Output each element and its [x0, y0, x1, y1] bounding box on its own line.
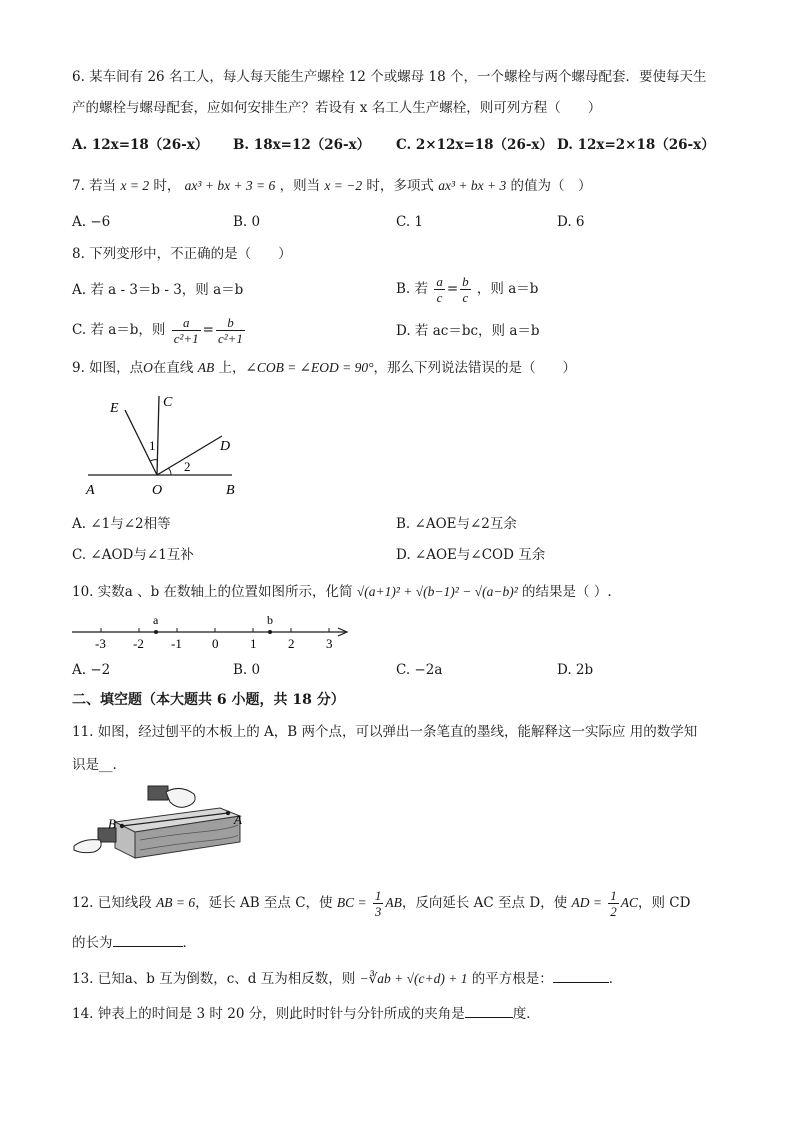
q10-number-line: [70, 612, 355, 652]
q10-point-b: [268, 630, 272, 634]
q11-hand-upper: [148, 786, 168, 800]
q7-text-d: 时，多项式: [366, 178, 434, 194]
q11-hand-fingers: [166, 788, 195, 807]
q13-text-end: ．: [608, 971, 623, 987]
q8-option-b-prefix: B. 若: [396, 281, 429, 297]
q7-condition1: x = 2: [120, 178, 150, 193]
q9-stem: [72, 358, 576, 378]
q10-label-a: a: [153, 613, 159, 627]
q8-option-c-frac2: $\frac{b}{\text{c²+1}}$: [217, 315, 243, 346]
q11-label-a: A: [234, 812, 242, 827]
q9-ray-oc: [157, 396, 159, 475]
q9-condition: ∠COB = ∠EOD = 90°: [245, 360, 374, 375]
q7-stem: [72, 176, 592, 196]
q8-option-c-frac1: $\frac{a}{\text{c²+1}}$: [173, 315, 199, 346]
q9-label-angle2: 2: [184, 459, 191, 474]
q12-text-2: ，延长 AB 至点 C，使: [195, 895, 333, 911]
q10-option-c: C. −2a: [396, 662, 443, 678]
q9-label-a: A: [86, 483, 95, 498]
section-2-heading: 二、填空题（本大题共 6 小题，共 18 分）: [72, 692, 345, 708]
q9-angle2-arc: [168, 468, 171, 475]
q10-text-a: 10. 实数a 、b 在数轴上的位置如图所示，化简: [72, 584, 353, 600]
q11-stem-line1: 11. 如图，经过刨平的木板上的 A，B 两个点，可以弹出一条笔直的墨线，能解释这一实际应 用的数学知: [72, 724, 698, 740]
q11-label-b: B: [108, 816, 116, 831]
q9-label-d: D: [220, 439, 231, 454]
q11-wood-board-illustration: [70, 780, 250, 865]
q7-option-c: C. 1: [396, 214, 424, 230]
q13-stem: [72, 968, 622, 989]
q7-polynomial: ax³ + bx + 3: [438, 178, 507, 193]
q8-option-c: C. 若 a＝b，则 $\frac{a}{\text{c²+1}}$ = $\frac{b}{\text{c²+1}}$: [72, 315, 243, 346]
q9-point-o: O: [143, 360, 153, 375]
q10-text-b: 的结果是（ ）.: [522, 584, 612, 600]
q9-text-c: 上，: [218, 360, 246, 376]
q11-stem-line2: 识是__.: [72, 757, 117, 773]
q12-stem-line1: [72, 885, 690, 921]
q11-point-a: [226, 811, 230, 815]
q9-text-b: 在直线: [152, 360, 194, 376]
q10-expression: √(a+1)² + √(b−1)² − √(a−b)²: [356, 584, 518, 599]
q10-tick-label: 2: [288, 636, 295, 651]
q14-text-1: 14. 钟表上的时间是 3 时 20 分，则此时时针与分针所成的夹角是: [72, 1006, 465, 1022]
q12-ac-ref: AC: [620, 895, 639, 910]
q9-option-c: C. ∠AOD与∠1互补: [72, 547, 194, 563]
q11-hand-left: [74, 840, 101, 853]
q9-option-b: B. ∠AOE与∠2互余: [396, 516, 517, 532]
q12-ab-length: AB = 6: [156, 895, 196, 910]
q6-option-a: A. 12x=18（26-x）: [72, 137, 209, 153]
q8-option-b-suffix: ，则 a＝b: [476, 281, 539, 297]
q10-tick-label: 3: [326, 636, 333, 651]
q7-option-a: A. −6: [72, 214, 111, 230]
q12-frac-one-half: $\frac{1}{2}$: [610, 888, 617, 919]
q12-text-4: ，反向延长 AC 至点 D，使: [401, 895, 568, 911]
q8-option-a: A. 若 a - 3＝b - 3，则 a＝b: [72, 282, 244, 298]
q14-answer-blank[interactable]: [465, 1003, 513, 1018]
q10-tick-label: -3: [95, 636, 106, 651]
q13-text-2: 的平方根是：: [471, 971, 553, 987]
q8-stem: 8. 下列变形中，不正确的是（ ）: [72, 246, 292, 262]
q13-text-1: 13. 已知a、b 互为倒数，c、d 互为相反数，则: [72, 971, 356, 987]
q8-option-d: D. 若 ac＝bc，则 a＝b: [396, 323, 540, 339]
q10-tick-label: -1: [171, 636, 182, 651]
q8-option-b: B. 若 $\frac{a}{c}$ = $\frac{b}{c}$ ，则 a＝b: [396, 274, 539, 305]
q12-stem-line2: [72, 932, 196, 953]
q13-expression: −∛ab + √(c+d) + 1: [359, 971, 468, 986]
q7-condition2: x = −2: [324, 178, 363, 193]
q6-option-b: B. 18x=12（26-x）: [233, 137, 371, 153]
q13-answer-blank[interactable]: [553, 968, 609, 983]
q10-option-d: D. 2b: [557, 662, 594, 678]
q9-label-e: E: [110, 401, 119, 416]
q10-tick-label: 0: [212, 636, 219, 651]
q10-tick-label: 1: [250, 636, 257, 651]
q8-option-b-frac1: $\frac{a}{c}$: [436, 274, 443, 305]
q14-stem: [72, 1003, 540, 1024]
q10-label-b: b: [267, 613, 273, 627]
q9-text-d: ，那么下列说法错误的是（ ）: [373, 360, 577, 376]
q14-text-end: 度．: [512, 1006, 540, 1022]
q10-tick-label: -2: [133, 636, 144, 651]
q10-option-a: A. −2: [72, 662, 111, 678]
q7-option-d: D. 6: [557, 214, 585, 230]
q9-label-o: O: [152, 483, 163, 498]
q10-option-b: B. 0: [233, 662, 261, 678]
q6-stem-line2: 产的螺栓与螺母配套，应如何安排生产？若设有 x 名工人生产螺栓，则可列方程（ ）: [72, 100, 602, 116]
q9-line-ab: AB: [197, 360, 215, 375]
q9-angle-figure: [80, 390, 250, 500]
q12-ab-ref: AB: [385, 895, 402, 910]
q12-text-1: 12. 已知线段: [72, 895, 152, 911]
q9-option-a: A. ∠1与∠2相等: [72, 516, 171, 532]
q7-text-b: 时，: [153, 178, 181, 194]
q9-text-a: 9. 如图，点: [72, 360, 144, 376]
q12-answer-blank[interactable]: [113, 932, 183, 947]
q12-text-end: ．: [182, 935, 196, 951]
q7-text-e: 的值为（ ）: [510, 178, 592, 194]
q12-bc: BC =: [336, 895, 367, 910]
q11-point-b: [120, 824, 124, 828]
q8-option-b-frac2: $\frac{b}{c}$: [462, 274, 469, 305]
q7-equation: ax³ + bx + 3 = 6: [184, 178, 276, 193]
q7-text-c: ，则当: [279, 178, 321, 194]
q6-stem-line1: 6. 某车间有 26 名工人，每人每天能生产螺栓 12 个或螺母 18 个，一个螺栓与两个螺母配套．要使每天生: [72, 69, 707, 85]
q10-point-a: [154, 630, 158, 634]
q9-option-d: D. ∠AOE与∠COD 互余: [396, 547, 546, 563]
q8-option-c-prefix: C. 若 a＝b，则: [72, 322, 166, 338]
q12-frac-one-third: $\frac{1}{3}$: [374, 888, 382, 919]
q6-option-c: C. 2×12x=18（26-x）: [396, 137, 553, 153]
q7-option-b: B. 0: [233, 214, 261, 230]
q7-text-a: 7. 若当: [72, 178, 117, 194]
q9-label-b: B: [226, 483, 235, 498]
q10-stem: [72, 582, 612, 602]
q12-text-line2: 的长为: [72, 935, 113, 951]
q12-ad: AD =: [571, 895, 602, 910]
q12-text-6: ，则 CD: [638, 895, 691, 911]
q9-label-c: C: [163, 395, 173, 410]
q9-label-angle1: 1: [149, 438, 156, 453]
q6-option-d: D. 12x=2×18（26-x）: [557, 137, 715, 153]
